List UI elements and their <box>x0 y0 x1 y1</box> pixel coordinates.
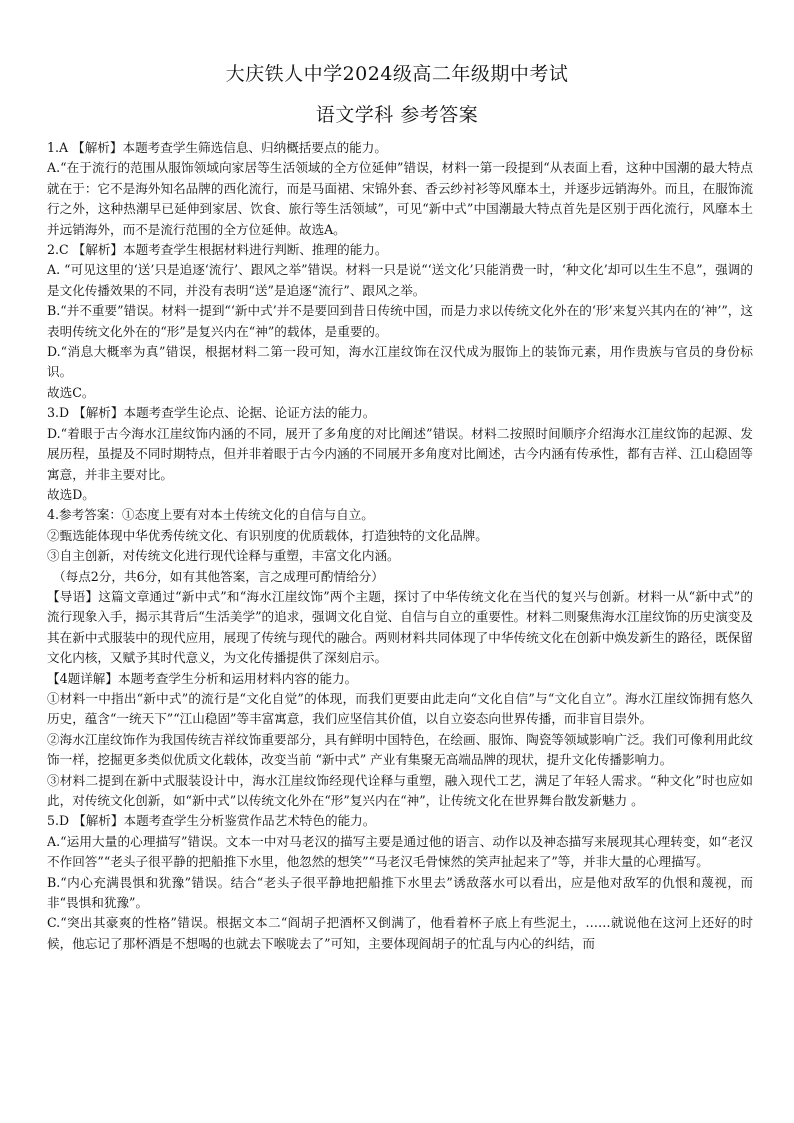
answer-q2-option-d: D.“消息大概率为真”错误，根据材料二第一段可知，海水江崖纹饰在汉代成为服饰上的装饰元素，用作贵族与官员的身份标识。 <box>47 344 753 380</box>
answer-q3-conclusion: 故选D。 <box>47 486 95 502</box>
answer-q5-option-b: B.“内心充满畏惧和犹豫”错误。结合“老头子很平静地把船推下水里去”诱敌落水可以看出，应是他对敌军的仇恨和蔑视，而非“畏惧和犹豫”。 <box>47 874 753 911</box>
answer-q4-detail-3: ③材料二提到在新中式服装设计中，海水江崖纹饰经现代诠释与重塑，融入现代工艺，满足了年轻人需求。“种文化”时也应如此，对传统文化创新，如“新中式”以传统文化外在“形”复兴内在“神”，让传统文化在世界舞台散发新魅力 。 <box>47 772 753 808</box>
answer-q2-option-a: A. “可见这里的‘送’只是追逐‘流行’、跟风之举”错误。材料一只是说“‘送文化’只能消费一时，‘种文化’却可以生生不息”，强调的是文化传播效果的不同，并没有表明“送”是追逐“流行”、跟风之举。 <box>47 262 753 298</box>
answer-guide: 【导语】这篇文章通过“新中式”和“海水江崖纹饰”两个主题，探讨了中华传统文化在当代的复兴与创新。材料一从“新中式”的流行现象入手，揭示其背后“生活美学”的追求，强调文化自觉、自信与自立的重要性。材料二则聚焦海水江崖纹饰的历史演变及其在新中式服装中的现代应用，展现了传统与现代的融合。两则材料共同体现了中华传统文化在创新中焕发新生的路径，既保留文化内核，又赋予其时代意义，为文化传播提供了深刻启示。 <box>47 588 753 666</box>
answer-q2-conclusion: 故选C。 <box>47 384 95 400</box>
answer-q3-option-d: D.“着眼于古今海水江崖纹饰内涵的不同，展开了多角度的对比阐述”错误。材料二按照时间顺序介绍海水江崖纹饰的起源、发展历程，虽提及不同时期特点，但并非着眼于古今内涵的不同展开多角度对比阐述，古今内涵有传承性，都有吉祥、江山稳固等寓意，并非主要对比。 <box>47 425 753 482</box>
answer-q4-detail-2: ②海水江崖纹饰作为我国传统吉祥纹饰重要部分，具有鲜明中国特色，在绘画、服饰、陶瓷等领域影响广泛。我们可像利用此纹饰一样，挖掘更多类似优质文化载体，改变当前 “新中式” 产业有集聚无高端品牌的现状，提升文化传播影响力。 <box>47 731 753 768</box>
answer-q4-detail-heading: 【4题详解】本题考查学生分析和运用材料内容的能力。 <box>47 670 358 686</box>
answer-q1-explanation: A.“在于流行的范围从服饰领域向家居等生活领域的全方位延伸”错误，材料一第一段提到“从表面上看，这种中国潮的最大特点就在于：它不是海外知名品牌的西化流行，而是马面裙、宋锦外套、香云纱衬衫等风靡本土，并逐步远销海外。而且，在服饰流行之外，这种热潮早已延伸到家居、饮食、旅行等生活领域”，可见“新中式”中国潮最大特点首先是区别于西化流行，风靡本土并远销海外，而不是流行范围的全方位延伸。故选A。 <box>47 160 753 237</box>
document-title: 大庆铁人中学2024级高二年级期中考试 <box>225 63 569 85</box>
answer-q4-point-2: ②甄选能体现中华优秀传统文化、有识别度的优质载体，打造独特的文化品牌。 <box>47 527 488 543</box>
answer-q1-heading: 1.A 【解析】本题考查学生筛选信息、归纳概括要点的能力。 <box>47 140 387 155</box>
answer-q5-option-a: A.“运用大量的心理描写”错误。文本一中对马老汉的描写主要是通过他的语言、动作以及神态描写来展现其心理转变，如“老汉不作回答”“老头子很平静的把船推下水里，他忽然的想笑”“马老汉毛骨悚然的笑声扯起来了”等，并非大量的心理描写。 <box>47 833 753 870</box>
answer-q2-heading: 2.C 【解析】本题考查学生根据材料进行判断、推理的能力。 <box>47 242 388 258</box>
answer-q4-scoring-note: （每点2分，共6分，如有其他答案，言之成理可酌情给分） <box>53 568 384 584</box>
answer-q5-option-c: C.“突出其豪爽的性格”错误。根据文本二“阎胡子把酒杯又倒满了，他看着杯子底上有些泥土，……就说他在这河上还好的时候，他忘记了那杯酒是不想喝的也就去下喉咙去了”可知，主要体现阎胡子的忙乱与内心的纠结，而 <box>47 915 753 951</box>
answer-q4-point-1: 4.参考答案：①态度上要有对本土传统文化的自信与自立。 <box>47 507 374 523</box>
answer-q5-heading: 5.D 【解析】本题考查学生分析鉴赏作品艺术特色的能力。 <box>47 813 376 829</box>
answer-q4-detail-1: ①材料一中指出“新中式”的流行是“文化自觉”的体现，而我们更要由此走向“文化自信”与“文化自立”。海水江崖纹饰拥有悠久历史，蕴含“一统天下”“江山稳固”等丰富寓意，我们应坚信其价值，以自立姿态向世界传播，而非盲目崇外。 <box>47 690 753 727</box>
answer-q3-heading: 3.D 【解析】本题考查学生论点、论据、论证方法的能力。 <box>47 405 376 421</box>
document-subtitle: 语文学科 参考答案 <box>315 104 479 126</box>
answer-body <box>47 138 753 954</box>
answer-q4-point-3: ③自主创新，对传统文化进行现代诠释与重塑，丰富文化内涵。 <box>47 548 400 564</box>
answer-q2-option-b: B.“并不重要”错误。材料一提到“‘新中式’并不是要回到昔日传统中国，而是力求以传统文化外在的‘形’来复兴其内在的‘神’”，这表明传统文化外在的“形”是复兴内在“神”的载体，是重要的。 <box>47 303 753 339</box>
